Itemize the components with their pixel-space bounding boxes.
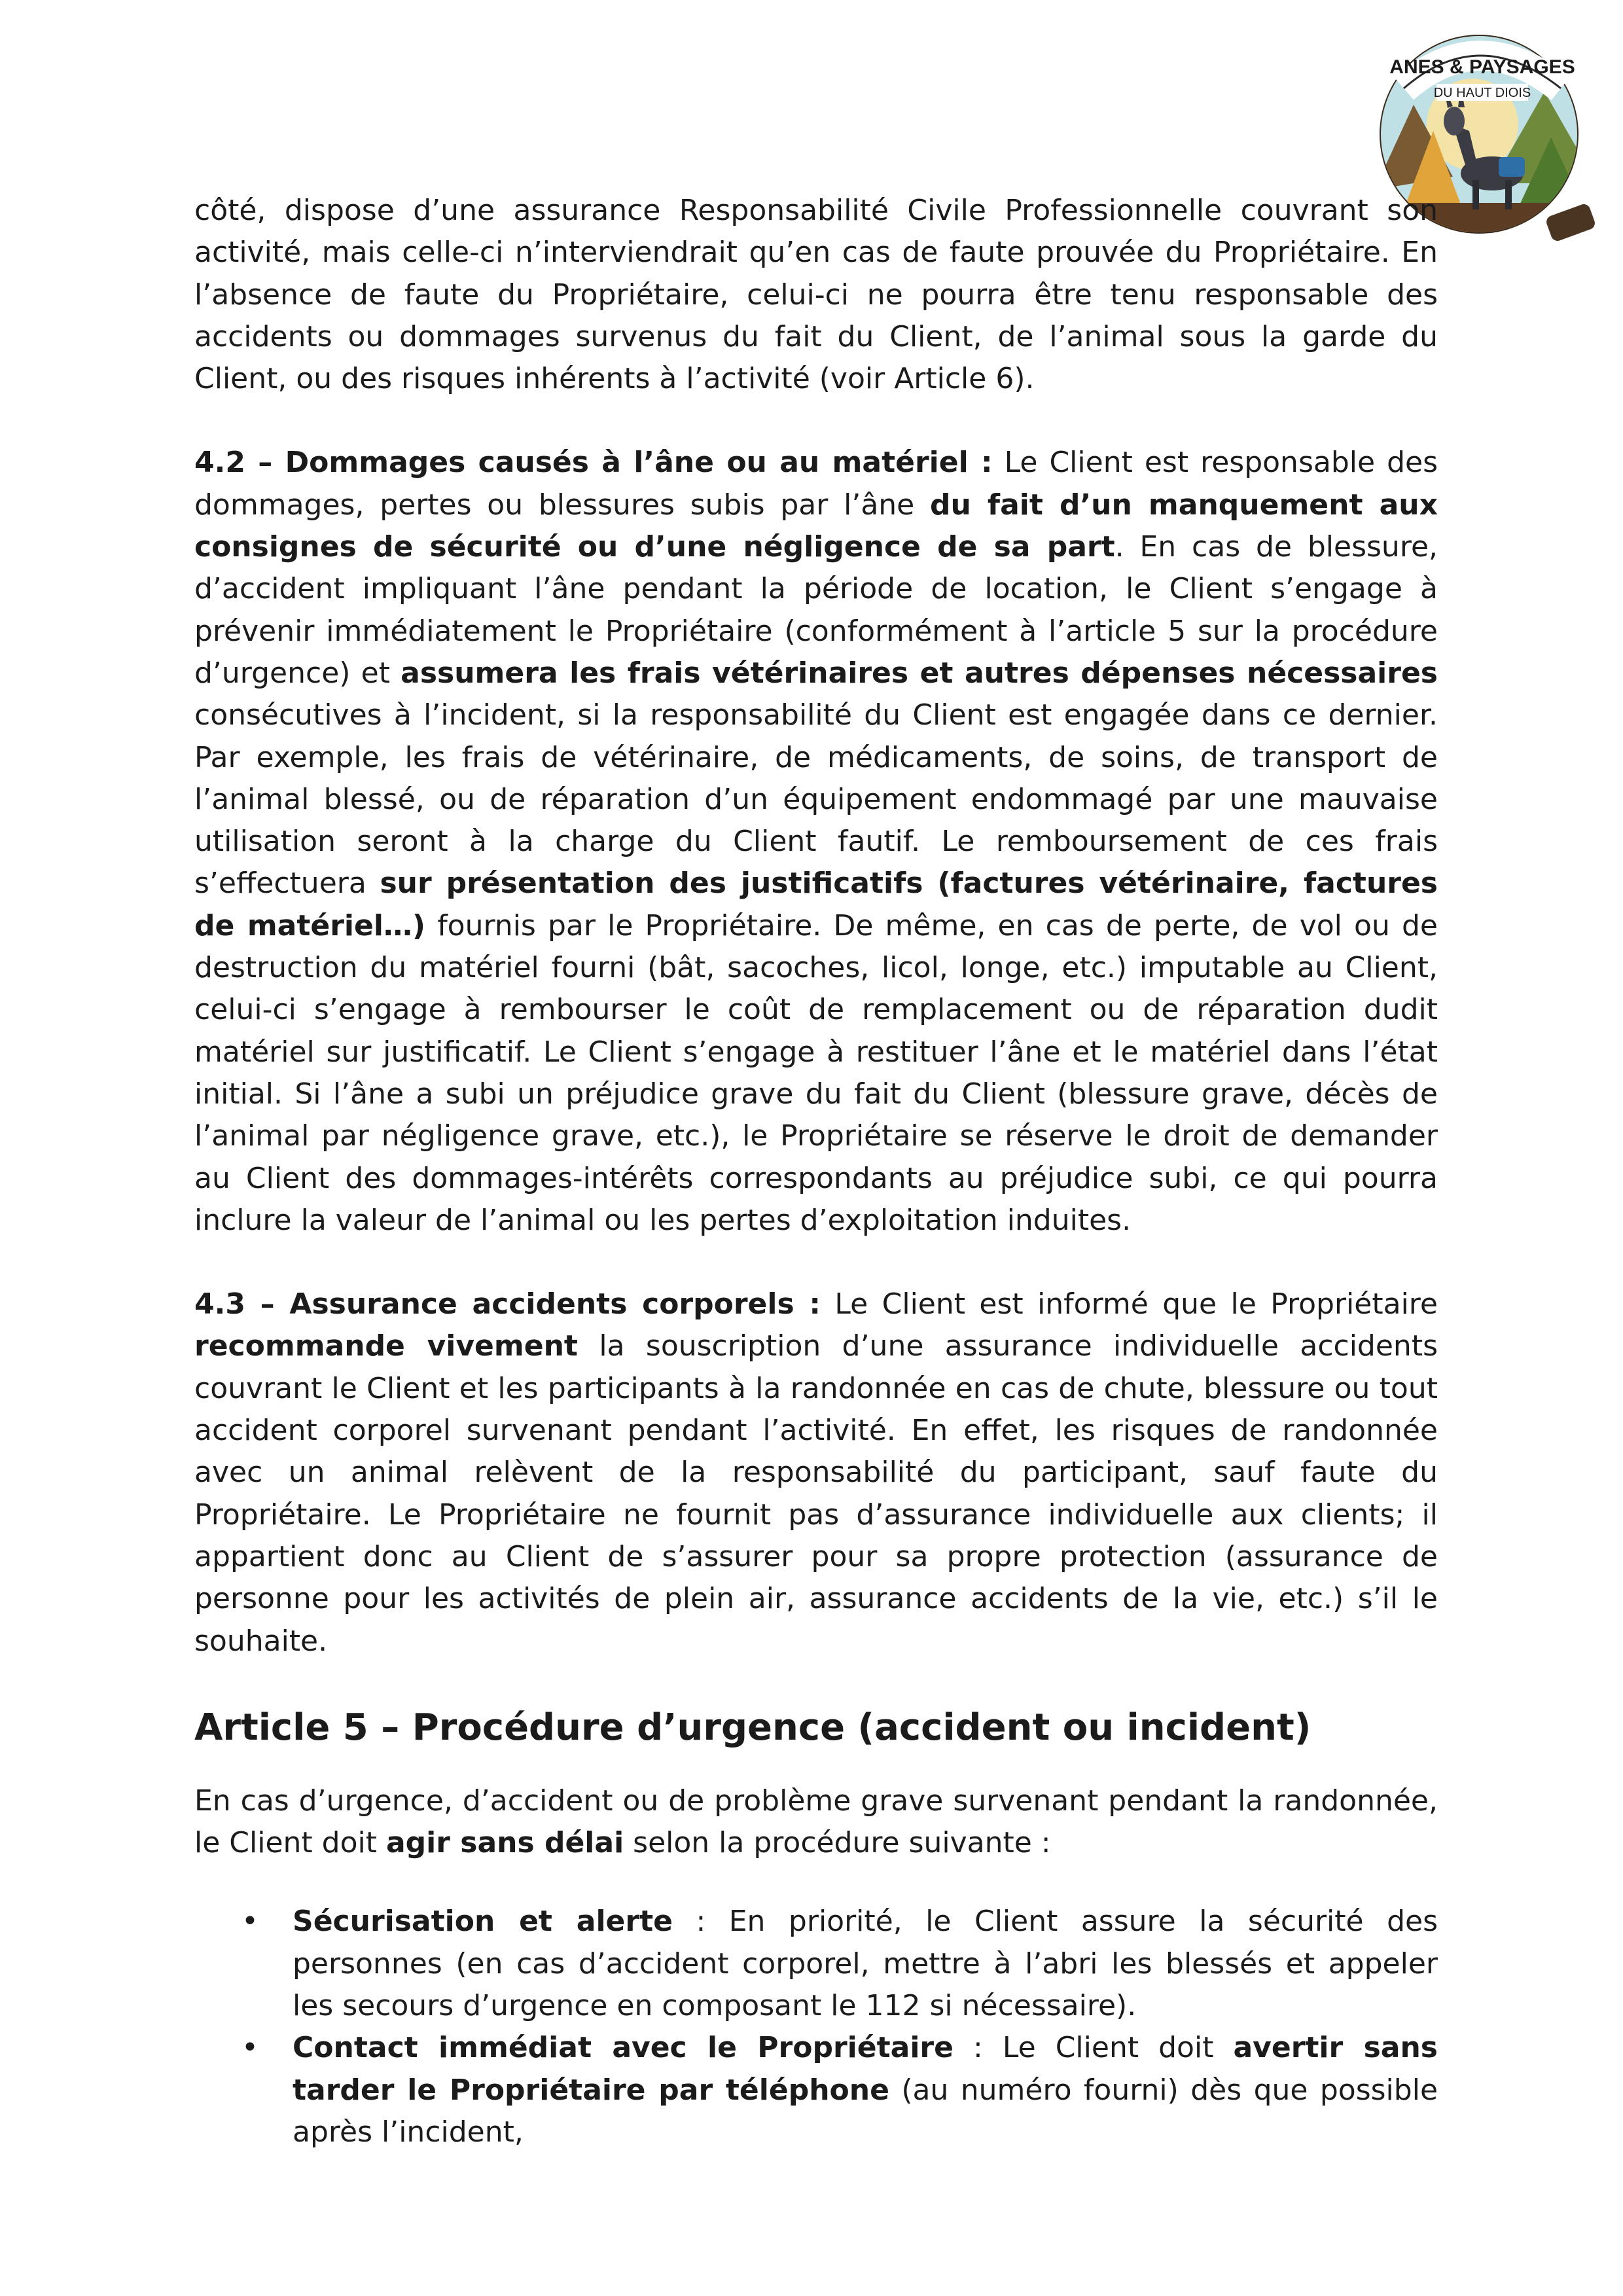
list-item: • Contact immédiat avec le Propriétaire : Le Client doit avertir sans tarder le Propriétaire par téléphone (au numéro fourni) dès que possible après l’incident, bbox=[293, 2027, 1438, 2153]
section-4-2: 4.2 – Dommages causés à l’âne ou au matériel : Le Client est responsable des dommages, pertes ou blessures subis par l’âne du fait d’un manquement aux consignes de sécurité ou d’une négligence de sa part. En cas de blessure, d’accident impliquant l’âne pendant la période de location, le Client s’engage à prévenir immédiatement le Propriétaire (conformément à l’article 5 sur la procédure d’urgence) et assumera les frais vétérinaires et autres dépenses nécessaires consécutives à l’incident, si la responsabilité du Client est engagée dans ce dernier. Par exemple, les frais de vétérinaire, de médicaments, de soins, de transport de l’animal blessé, ou de réparation d’un équipement endommagé par une mauvaise utilisation seront à la charge du Client fautif. Le remboursement de ces frais s’effectuera sur présentation des justificatifs (factures vétérinaire, factures de matériel…) fournis par le Propriétaire. De même, en cas de perte, de vol ou de destruction du matériel fourni (bât, sacoches, licol, longe, etc.) imputable au Client, celui-ci s’engage à rembourser le coût de remplacement ou de réparation dudit matériel sur justificatif. Le Client s’engage à restituer l’âne et le matériel dans l’état initial. Si l’âne a subi un préjudice grave du fait du Client (blessure grave, décès de l’animal par négligence grave, etc.), le Propriétaire se réserve le droit de demander au Client des dommages-intérêts correspondants au préjudice subi, ce qui pourra inclure la valeur de l’animal ou les pertes d’exploitation induites. bbox=[194, 446, 1438, 1237]
section-4-2-title: 4.2 – Dommages causés à l’âne ou au matériel : bbox=[194, 446, 993, 480]
logo-subtitle: DU HAUT DIOIS bbox=[1433, 86, 1531, 100]
paragraph-intro: côté, dispose d’une assurance Responsabilité Civile Professionnelle couvrant son activité, mais celle-ci n’interviendrait qu’en cas de faute prouvée du Propriétaire. En l’absence de faute du Propriétaire, celui-ci ne pourra être tenu responsable des accidents ou dommages survenus du fait du Client, de l’animal sous la garde du Client, ou des risques inhérents à l’activité (voir Article 6). bbox=[194, 194, 1438, 396]
logo-title: ANES & PAYSAGES bbox=[1389, 56, 1575, 78]
article-5-heading: Article 5 – Procédure d’urgence (accident ou incident) bbox=[194, 1706, 1311, 1749]
list-item: • Sécurisation et alerte : En priorité, le Client assure la sécurité des personnes (en cas d’accident corporel, mettre à l’abri les blessés et appeler les secours d’urgence en composant le 112 si nécessaire). bbox=[293, 1901, 1438, 2027]
procedure-list bbox=[194, 1901, 1438, 2153]
article-5-intro: En cas d’urgence, d’accident ou de problème grave survenant pendant la randonnée, le Client doit agir sans délai selon la procédure suivante : bbox=[194, 1784, 1438, 1860]
document-body bbox=[194, 190, 1438, 2153]
section-4-3-title: 4.3 – Assurance accidents corporels : bbox=[194, 1287, 821, 1321]
section-4-3: 4.3 – Assurance accidents corporels : Le Client est informé que le Propriétaire recommande vivement la souscription d’une assurance individuelle accidents couvrant le Client et les participants à la randonnée en cas de chute, blessure ou tout accident corporel survenant pendant l’activité. En effet, les risques de randonnée avec un animal relèvent de la responsabilité du participant, sauf faute du Propriétaire. Le Propriétaire ne fournit pas d’assurance individuelle aux clients; il appartient donc au Client de s’assurer pour sa propre protection (assurance de personne pour les activités de plein air, assurance accidents de la vie, etc.) s’il le souhaite. bbox=[194, 1287, 1438, 1658]
bullet-icon: • bbox=[241, 2031, 259, 2065]
bullet-icon: • bbox=[241, 1905, 259, 1939]
